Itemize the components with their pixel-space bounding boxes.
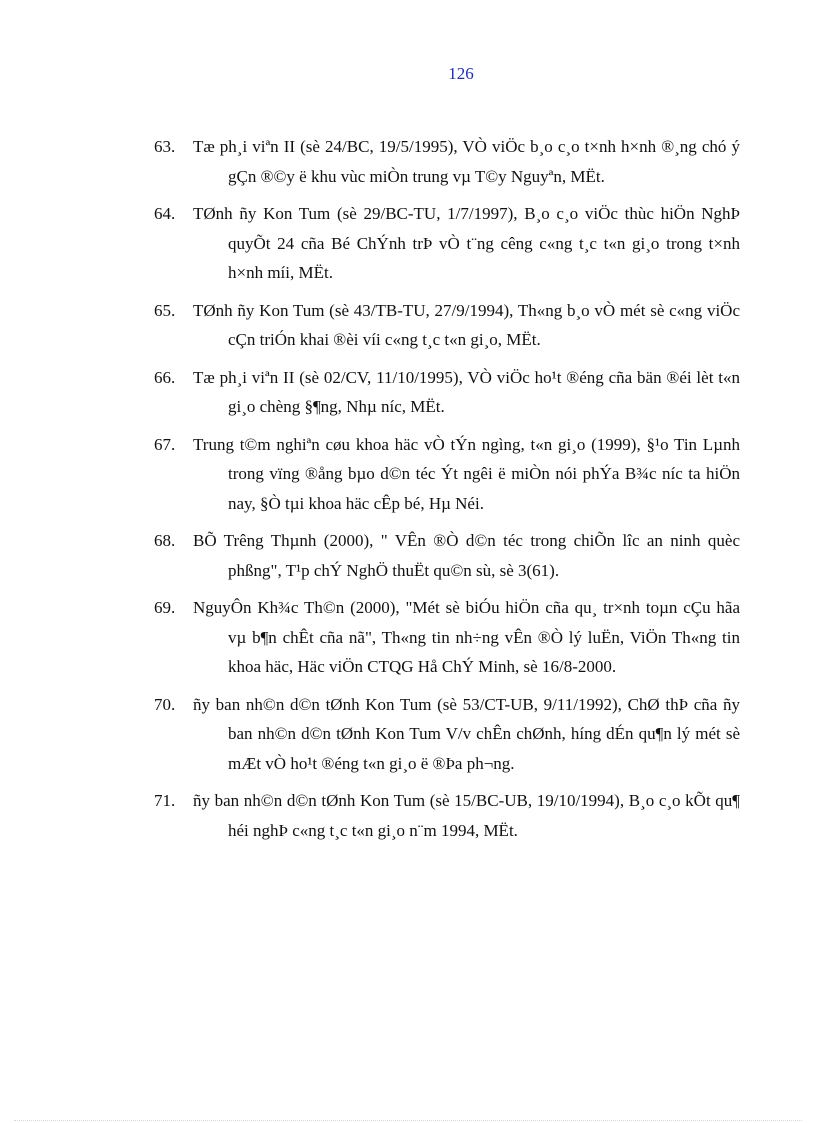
reference-item — [154, 786, 740, 845]
reference-number: 63. — [154, 137, 176, 156]
reference-item — [154, 430, 740, 519]
reference-number: 67. — [154, 434, 176, 454]
reference-number: 66. — [154, 367, 176, 387]
reference-item — [154, 296, 740, 355]
reference-number: 65. — [154, 300, 176, 320]
reference-list — [154, 132, 740, 853]
page-number: 126 — [448, 64, 474, 83]
reference-number: 70. — [154, 694, 176, 714]
reference-text: Trung t©m nghiªn cøu khoa häc vÒ tÝn ngìng, t«n gi¸o (1999), §¹o Tin Lµnh trong vïng ®ång bµo d©n téc Ýt ngêi ë miÒn nói phÝa B¾c níc ta hiÖn nay, §Ò tµi khoa häc cÊp bé, Hµ Néi. — [193, 434, 740, 513]
reference-text: NguyÔn Kh¾c Th©n (2000), "Mét sè biÓu hiÖn cña qu¸ tr×nh toµn cÇu hãa vµ b¶n chÊt cña nã", Th«ng tin nh÷ng vÊn ®Ò lý luËn, ViÖn Th«ng tin khoa häc, Häc viÖn CTQG Hå ChÝ Minh, sè 16/8-2000. — [193, 598, 740, 676]
page-bottom-divider — [14, 1120, 802, 1121]
reference-item — [154, 526, 740, 585]
reference-text: ñy ban nh©n d©n tØnh Kon Tum (sè 53/CT-UB, 9/11/1992), ChØ thÞ cña ñy ban nh©n d©n tØnh Kon Tum V/v chÊn chØnh, híng dÉn qu¶n lý mét sè mÆt vÒ ho¹t ®éng t«n gi¸o ë ®Þa ph¬ng. — [193, 694, 740, 773]
reference-item — [154, 363, 740, 422]
reference-item — [154, 690, 740, 779]
reference-text: Tæ ph¸i viªn II (sè 24/BC, 19/5/1995), VÒ viÖc b¸o c¸o t×nh h×nh ®¸ng chó ý gÇn ®©y ë khu vùc miÒn trung vµ T©y Nguyªn, MËt. — [193, 137, 740, 186]
reference-text: Tæ ph¸i viªn II (sè 02/CV, 11/10/1995), VÒ viÖc ho¹t ®éng cña bän ®éi lèt t«n gi¸o chèng §¶ng, Nhµ níc, MËt. — [193, 367, 740, 416]
reference-item — [154, 132, 740, 191]
reference-item — [154, 593, 740, 682]
reference-number: 64. — [154, 204, 176, 223]
reference-text: TØnh ñy Kon Tum (sè 29/BC-TU, 1/7/1997), B¸o c¸o viÖc thùc hiÖn NghÞ quyÕt 24 cña Bé ChÝnh trÞ vÒ t¨ng cêng c«ng t¸c t«n gi¸o trong t×nh h×nh míi, MËt. — [193, 204, 740, 282]
reference-number: 68. — [154, 531, 176, 550]
reference-text: ñy ban nh©n d©n tØnh Kon Tum (sè 15/BC-UB, 19/10/1994), B¸o c¸o kÕt qu¶ héi nghÞ c«ng t¸c t«n gi¸o n¨m 1994, MËt. — [193, 791, 740, 840]
reference-number: 69. — [154, 598, 176, 617]
reference-item — [154, 199, 740, 288]
reference-number: 71. — [154, 791, 176, 810]
reference-text: TØnh ñy Kon Tum (sè 43/TB-TU, 27/9/1994), Th«ng b¸o vÒ mét sè c«ng viÖc cÇn triÓn khai ®èi víi c«ng t¸c t«n gi¸o, MËt. — [193, 300, 740, 349]
reference-text: BÕ Trêng Thµnh (2000), " VÊn ®Ò d©n téc trong chiÕn lîc an ninh quèc phßng", T¹p chÝ NghÖ thuËt qu©n sù, sè 3(61). — [193, 531, 740, 580]
